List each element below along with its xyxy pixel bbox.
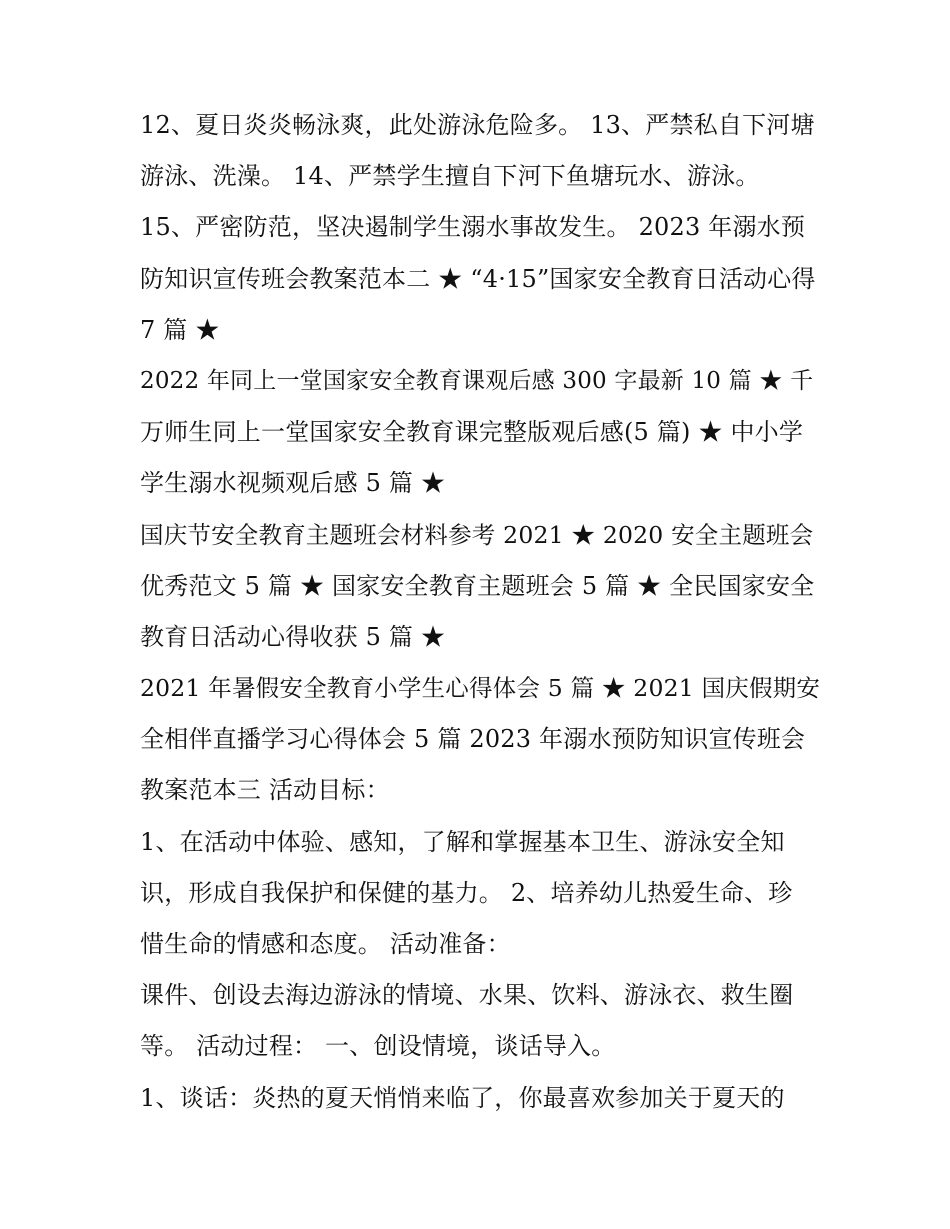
text-line: 2022 年同上一堂国家安全教育课观后感 300 字最新 10 篇 ★ 千 (140, 367, 814, 394)
text-line: 教案范本三 活动目标： (140, 776, 390, 805)
text-line: 游泳、洗澡。 14、严禁学生擅自下河下鱼塘玩水、游泳。 (140, 162, 760, 191)
text-line: 12、夏日炎炎畅泳爽，此处游泳危险多。 13、严禁私自下河塘 (140, 111, 815, 139)
text-line: 优秀范文 5 篇 ★ 国家安全教育主题班会 5 篇 ★ 全民国家安全 (140, 571, 815, 600)
text-line: 7 篇 ★ (140, 315, 220, 344)
text-line: 课件、创设去海边游泳的情境、水果、饮料、游泳衣、救生圈 (140, 981, 794, 1010)
text-line: 惜生命的情感和态度。 活动准备： (140, 930, 511, 958)
text-line: 识，形成自我保护和保健的基力。 2、培养幼儿热爱生命、珍 (140, 878, 793, 907)
text-line: 国庆节安全教育主题班会材料参考 2021 ★ 2020 安全主题班会 (140, 520, 814, 549)
text-line: 1、谈话：炎热的夏天悄悄来临了，你最喜欢参加关于夏天的 (140, 1083, 785, 1112)
document-body (140, 100, 820, 1124)
text-line: 1、在活动中体验、感知，了解和掌握基本卫生、游泳安全知 (140, 827, 785, 856)
text-line: 教育日活动心得收获 5 篇 ★ (140, 622, 446, 651)
text-line: 全相伴直播学习心得体会 5 篇 2023 年溺水预防知识宣传班会 (140, 725, 806, 754)
text-line: 等。 活动过程： 一、创设情境，谈话导入。 (140, 1032, 616, 1061)
text-line: 2021 年暑假安全教育小学生心得体会 5 篇 ★ 2021 国庆假期安 (140, 674, 821, 703)
text-line: 防知识宣传班会教案范本二 ★ “4·15”国家安全教育日活动心得 (140, 264, 816, 293)
text-line: 学生溺水视频观后感 5 篇 ★ (140, 469, 446, 498)
text-line: 15、严密防范，坚决遏制学生溺水事故发生。 2023 年溺水预 (140, 213, 806, 242)
text-line: 万师生同上一堂国家安全教育课完整版观后感(5 篇) ★ 中小学 (140, 418, 804, 447)
